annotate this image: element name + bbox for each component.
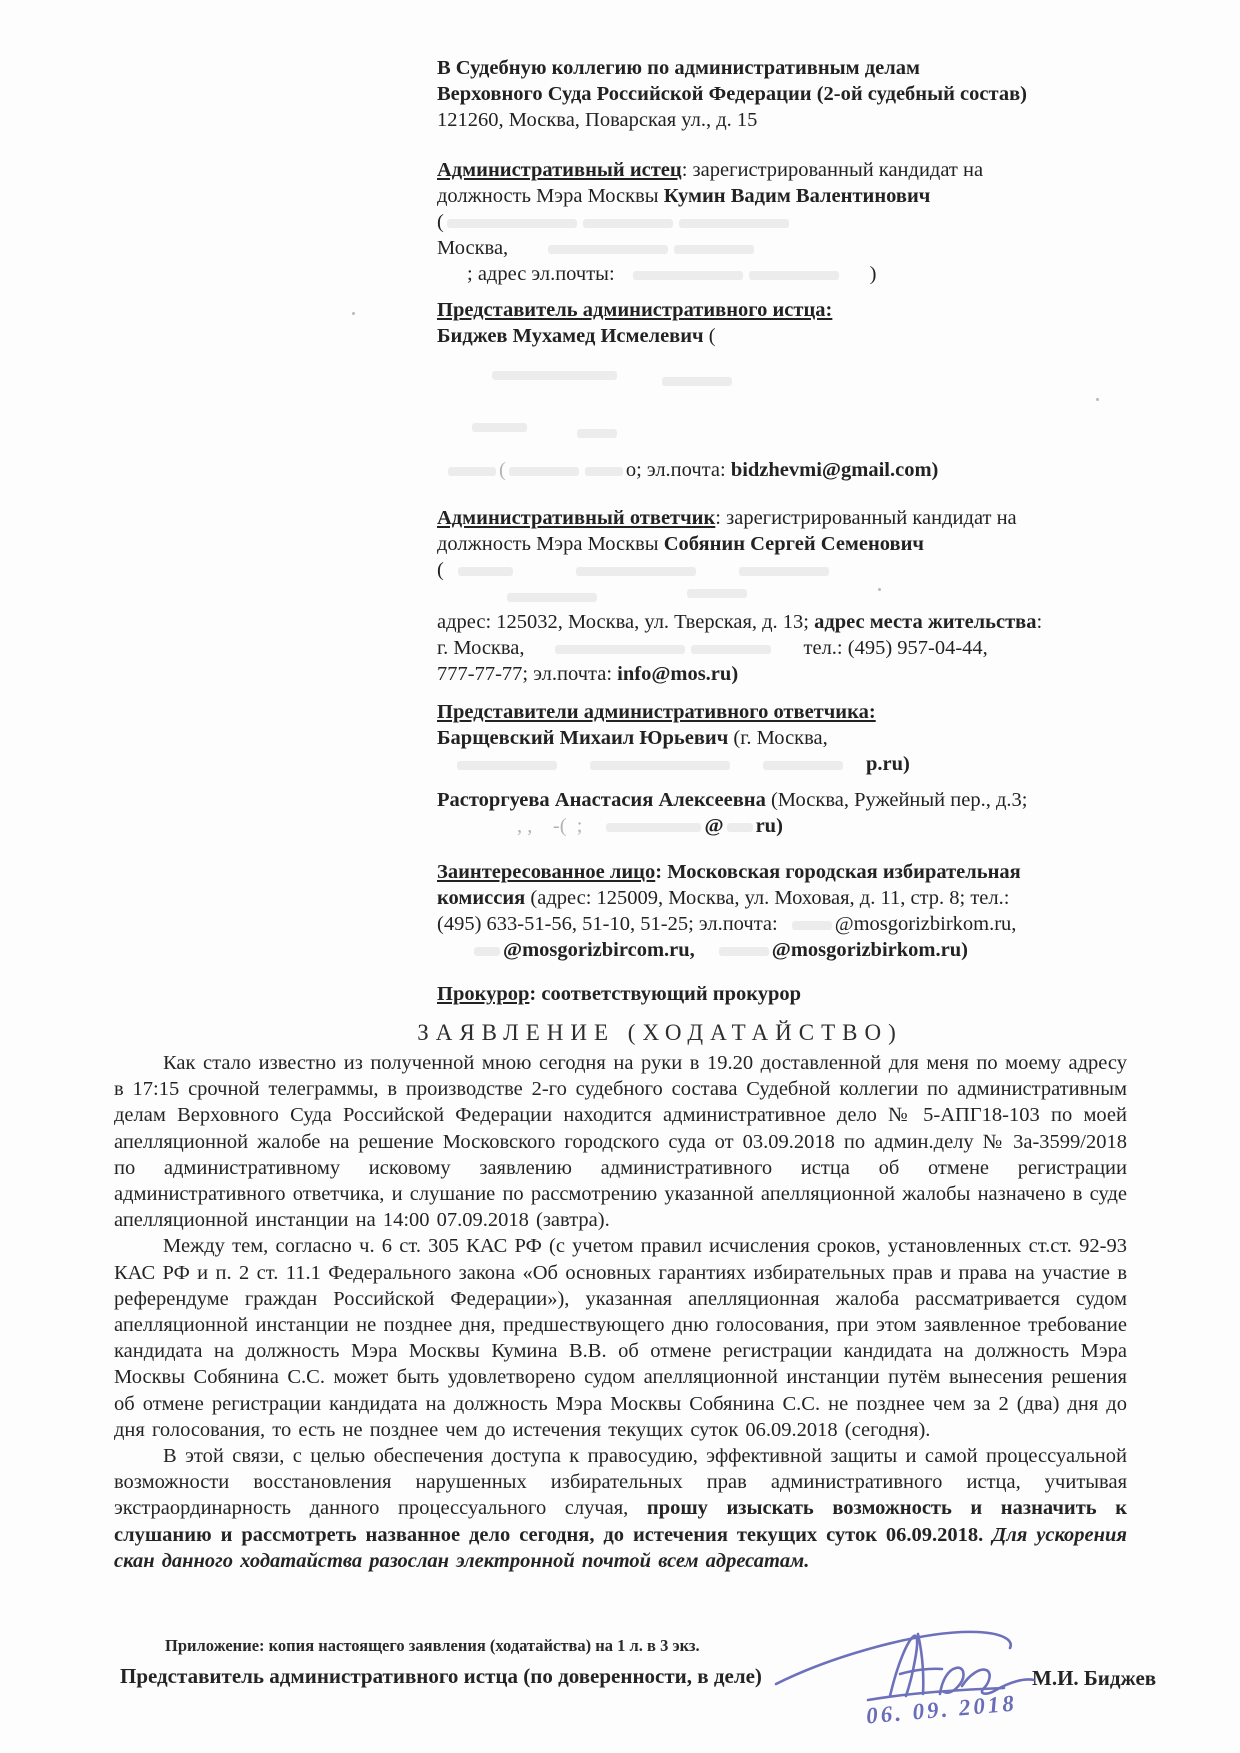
redaction-smudge (585, 467, 623, 476)
signer-name: М.И. Биджев (1032, 1666, 1157, 1690)
redaction-smudge (472, 423, 527, 432)
close-paren: ) (731, 663, 739, 685)
redaction-smudge (577, 429, 617, 438)
defendant-rep2-line (437, 787, 1037, 813)
spacer (437, 963, 1037, 981)
interested-phones: (495) 633-51-56, 51-10, 51-25; эл.почта: (437, 913, 778, 935)
redaction-smudge (792, 921, 832, 930)
redacted-fragment: ( (499, 459, 506, 481)
redacted-area (437, 349, 1037, 457)
defendant-reps-line-1 (437, 699, 1037, 725)
paragraph-2: Между тем, согласно ч. 6 ст. 305 КАС РФ (с учетом правил исчисления сроков, установленных ст.ст. 92-93 КАС РФ и п. 2 ст. 11.1 Федерального закона «Об основных гарантиях избирательных прав и права на участие в референдуме граждан Российской Федерации»), указанная апелляционная жалоба рассматривается судом апелляционной инстанции не позднее дня, предшествующего дню голосования, при этом заявленное требование кандидата на должность Мэра Москвы Кумина В.В. об отмене регистрации кандидата на должность Мэра Москвы Собянина С.С. может быть удовлетворено судом апелляционной инстанции путём вынесения решения об отмене регистрации кандидата на должность Мэра Москвы Собянина С.С. не позднее чем за 2 (два) дня до дня голосования, то есть не позднее чем до истечения текущих суток 06.09.2018 (сегодня). (114, 1235, 1127, 1441)
redacted-email-fragment: р.ru) (866, 753, 910, 775)
defendant-address: адрес: 125032, Москва, ул. Тверская, д. 13; (437, 611, 815, 633)
defendant-line-6 (437, 661, 1037, 687)
interested-line-4 (437, 937, 1037, 963)
defendant-email: info@mos.ru (617, 663, 732, 685)
court-address: 121260, Москва, Поварская ул., д. 15 (437, 109, 758, 131)
prosecutor-label: Прокурор (437, 983, 530, 1005)
spacer (774, 653, 804, 654)
court-line-1-text: В Судебную коллегию по административным делам (437, 57, 920, 79)
handwritten-date: 06. 09. 2018 (865, 1690, 1018, 1729)
redaction-smudge (474, 947, 500, 956)
redaction-smudge (719, 947, 769, 956)
defendant-phone: тел.: (495) 957-04-44, (803, 637, 988, 659)
redaction-smudge (447, 219, 577, 228)
plaintiff-city: Москва, (437, 237, 509, 259)
defendant-residence-label: адрес места жительства (814, 611, 1037, 633)
redaction-smudge (509, 467, 579, 476)
plaintiff-line-3 (437, 209, 1037, 235)
defendant-rep1-rest: (г. Москва, (728, 727, 828, 749)
defendant-line-5 (437, 635, 1037, 661)
document-title: ЗАЯВЛЕНИЕ (ХОДАТАЙСТВО) (417, 1020, 903, 1045)
interested-name-2: комиссия (437, 887, 526, 909)
close-paren: ) (869, 263, 877, 285)
redaction-smudge (633, 271, 743, 280)
open-paren: ( (703, 325, 716, 347)
defendant-position: должность Мэра Москвы (437, 533, 664, 555)
at-sign-fragment: @ (704, 815, 724, 837)
scan-speck (1096, 398, 1099, 401)
spacer (437, 955, 471, 956)
spacer (437, 483, 1037, 505)
colon: : (655, 861, 668, 883)
plaintiff-line-5 (437, 261, 1037, 287)
redaction-smudge (555, 645, 685, 654)
defendant-line-2 (437, 531, 1037, 557)
plaintiff-rep-name: Биджев Мухамед Исмелевич (437, 325, 704, 347)
interested-email-1: @mosgorizbirkom.ru, (834, 913, 1017, 935)
appendix-line: Приложение: копия настоящего заявления (ходатайства) на 1 л. в 3 экз. (165, 1636, 700, 1655)
spacer (437, 777, 1037, 787)
redaction-smudge (448, 467, 496, 476)
defendant-rep1-name: Барщевский Михаил Юрьевич (437, 727, 729, 749)
spacer (842, 279, 870, 280)
interested-name-1: Московская городская избирательная (667, 861, 1021, 883)
redaction-smudge (576, 567, 696, 576)
parties-block (437, 55, 1043, 1007)
prosecutor-rest: : соответствующий прокурор (529, 983, 802, 1005)
defendant-phone2: 777-77-77; эл.почта: (437, 663, 618, 685)
interested-line-2 (437, 885, 1037, 911)
spacer (437, 287, 1037, 297)
plaintiff-line-4 (437, 235, 1037, 261)
colon: : (1036, 611, 1043, 633)
redaction-smudge (679, 219, 789, 228)
redacted-email-fragment: ru) (755, 815, 783, 837)
plaintiff-rep-line-3 (437, 457, 1037, 483)
signature-caption: Представитель административного истца (по доверенности, в деле) (120, 1664, 762, 1688)
plaintiff-line-1 (437, 157, 1037, 183)
close-paren: ) (931, 459, 939, 481)
court-line-3 (437, 107, 1037, 133)
spacer (437, 475, 445, 476)
plaintiff-rep-line-1 (437, 297, 1037, 323)
plaintiff-label: Административный истец (437, 159, 682, 181)
paragraph-3 (114, 1443, 1127, 1574)
court-line-2 (437, 81, 1037, 107)
defendant-label: Административный ответчик (437, 507, 716, 529)
spacer (437, 133, 1037, 157)
court-line-2-text: Верховного Суда Российской Федерации (2-ой судебный состав) (437, 83, 1027, 105)
open-paren: ( (437, 211, 444, 233)
redaction-smudge (662, 377, 732, 386)
signature-row (120, 1664, 1220, 1689)
paragraph-3-regular: В этой связи, с целью обеспечения доступа к правосудию, эффективной защиты и самой процессуальной возможности восстановления нарушенных избирательных прав административного истца, учитывая экстраординарность данного процессуального случая, (114, 1445, 1127, 1520)
plaintiff-rep-label: Представитель административного истца: (437, 299, 833, 321)
paragraph-1: Как стало известно из полученной мною сегодня на руки в 19.20 доставленной для меня по моему адресу в 17:15 срочной телеграммы, в производстве 2-го судебного состава Судебной коллегии по административным делам Верховного Суда Российской Федерации находится административное дело № 5-АПГ18-103 по моей апелляционной жалобе на решение Московского городского суда от 03.09.2018 по админ.делу № 3а-3599/2018 по административному исковому заявлению административного истца об отмене регистрации административного ответчика, и слушание по рассмотрению указанной апелляционной жалобы назначено в суде апелляционной инстанции на 14:00 07.09.2018 (завтра). (114, 1052, 1127, 1232)
scan-speck (352, 312, 355, 315)
redaction-smudge (763, 761, 843, 770)
spacer (437, 687, 1037, 699)
interested-email-3: @mosgorizbirkom.ru) (771, 939, 968, 961)
plaintiff-name: Кумин Вадим Валентинович (663, 185, 931, 207)
plaintiff-rep-email: bidzhevmi@gmail.com (730, 459, 932, 481)
redaction-smudge (749, 271, 839, 280)
defendant-line-3 (437, 557, 1037, 583)
defendant-rep1-line (437, 725, 1037, 751)
spacer (437, 831, 517, 832)
interested-line-1 (437, 859, 1037, 885)
plaintiff-rep-email-prefix: о; эл.почта: (625, 459, 731, 481)
interested-line-3 (437, 911, 1037, 937)
scan-speck (878, 588, 881, 591)
spacer (437, 839, 1037, 859)
spacer (846, 769, 866, 770)
plaintiff-rep-line-2 (437, 323, 1037, 349)
paragraph-3-request: прошу изыскать возможность и назначить к слушанию и рассмотреть названное дело сегодня, до истечения текущих суток 06.09.2018. (114, 1497, 1128, 1546)
interested-address: (адрес: 125009, Москва, ул. Моховая, д. 11, стр. 8; тел.: (525, 887, 1010, 909)
defendant-line-4 (437, 609, 1043, 635)
court-line-1 (437, 55, 1037, 81)
redaction-smudge (674, 245, 754, 254)
plaintiff-position: должность Мэра Москвы (437, 185, 664, 207)
redaction-smudge (606, 823, 701, 832)
redaction-smudge (727, 823, 753, 832)
redaction-smudge (691, 645, 771, 654)
redaction-smudge (492, 371, 617, 380)
interested-email-2: @mosgorizbircom.ru, (503, 939, 695, 961)
defendant-city: г. Москва, (437, 637, 525, 659)
defendant-rep1-redacted (437, 751, 1037, 777)
redaction-smudge (458, 567, 513, 576)
defendant-reps-label: Представители административного ответчика: (437, 701, 876, 723)
plaintiff-line-2 (437, 183, 1037, 209)
plaintiff-email-label: ; адрес эл.почты: (467, 263, 615, 285)
defendant-label-rest: : зарегистрированный кандидат на (715, 507, 1017, 529)
spacer (437, 279, 467, 280)
interested-label: Заинтересованное лицо (437, 861, 656, 883)
redaction-smudge (548, 245, 668, 254)
defendant-name: Собянин Сергей Семенович (663, 533, 924, 555)
redaction-smudge (590, 761, 730, 770)
redaction-smudge (457, 761, 557, 770)
document-body (114, 1050, 1127, 1574)
redaction-smudge (583, 219, 673, 228)
redacted-area (437, 583, 1037, 609)
defendant-rep2-name: Расторгуева Анастасия Алексеевна (437, 789, 766, 811)
redaction-smudge (739, 567, 829, 576)
redaction-smudge (687, 589, 747, 598)
defendant-rep2-redacted (437, 813, 1037, 839)
plaintiff-label-rest: : зарегистрированный кандидат на (681, 159, 984, 181)
redacted-fragment: , , -( ; (517, 815, 583, 837)
prosecutor-line (437, 981, 1037, 1007)
paragraph-3-note: Для ускорения скан данного ходатайства разослан электронной почтой всем адресатам. (114, 1523, 1127, 1572)
redaction-smudge (507, 593, 597, 602)
defendant-rep2-rest: (Москва, Ружейный пер., д.3; (765, 789, 1028, 811)
open-paren: ( (437, 559, 444, 581)
defendant-line-1 (437, 505, 1037, 531)
